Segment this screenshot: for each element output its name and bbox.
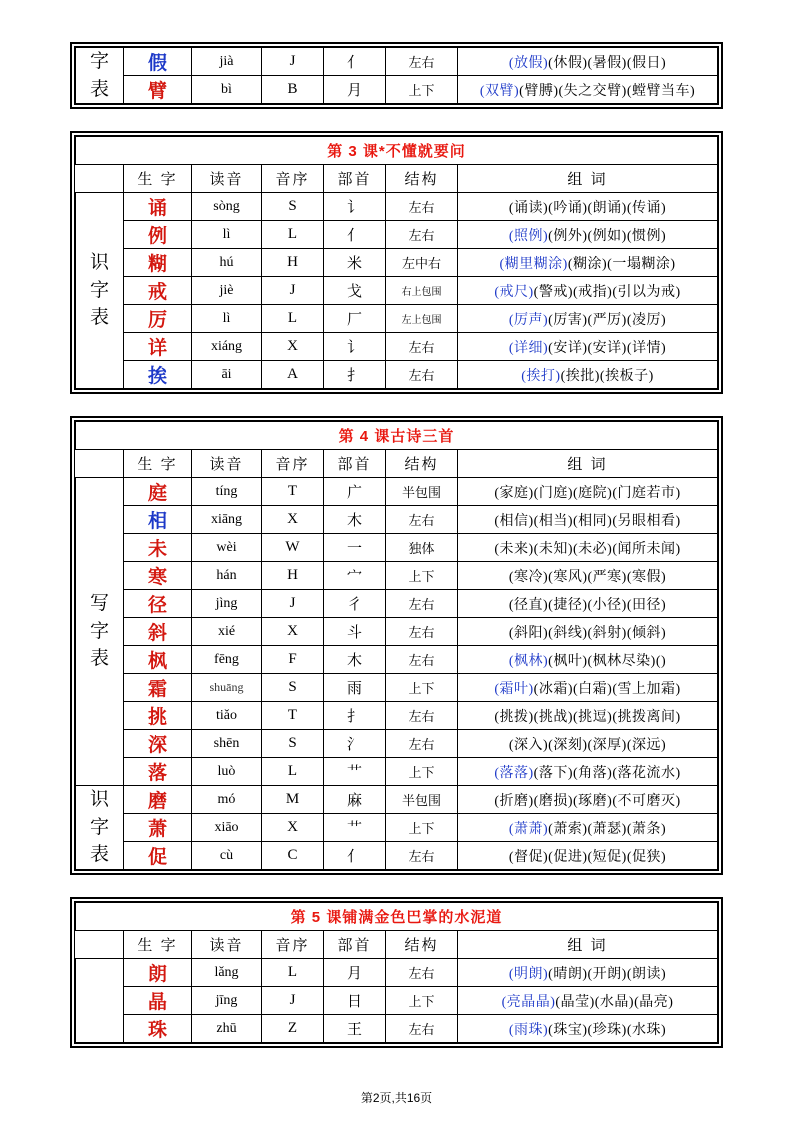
table-row: [76, 478, 718, 506]
cell-words: (家庭)(门庭)(庭院)(门庭若市): [458, 478, 718, 506]
column-header: 读音: [192, 450, 262, 478]
cell-radical: 雨: [324, 674, 386, 702]
cell-character: 朗: [124, 959, 192, 987]
cell-words: (霜叶)(冰霜)(白霜)(雪上加霜): [458, 674, 718, 702]
cell-radical: 讠: [324, 193, 386, 221]
cell-words: (放假)(休假)(暑假)(假日): [458, 48, 718, 76]
table-row: [76, 618, 718, 646]
header-corner-cell: [76, 165, 124, 193]
cell-pinyin: bì: [192, 76, 262, 104]
cell-initial: S: [262, 674, 324, 702]
cell-character: 厉: [124, 305, 192, 333]
cell-initial: H: [262, 249, 324, 277]
lesson-block-inner: [74, 135, 719, 390]
cell-pinyin: jìng: [192, 590, 262, 618]
header-corner-cell: [76, 450, 124, 478]
cell-character: 深: [124, 730, 192, 758]
column-header: 读音: [192, 931, 262, 959]
cell-initial: S: [262, 193, 324, 221]
cell-words: (未来)(未知)(未必)(闻所未闻): [458, 534, 718, 562]
column-header: 结构: [386, 931, 458, 959]
page-footer: 第2页,共16页: [360, 1091, 433, 1105]
table-row: [76, 646, 718, 674]
cell-radical: 木: [324, 646, 386, 674]
cell-initial: W: [262, 534, 324, 562]
cell-pinyin: xiáng: [192, 333, 262, 361]
cell-structure: 左右: [386, 333, 458, 361]
cell-pinyin: fēng: [192, 646, 262, 674]
cell-radical: 一: [324, 534, 386, 562]
cell-structure: 左右: [386, 842, 458, 870]
table-header-row: [76, 165, 718, 193]
table-row: [76, 506, 718, 534]
cell-radical: 月: [324, 959, 386, 987]
cell-pinyin: lǎng: [192, 959, 262, 987]
cell-pinyin: jīng: [192, 987, 262, 1015]
header-corner-cell: [76, 931, 124, 959]
column-header: 组 词: [458, 931, 718, 959]
table-row: [76, 193, 718, 221]
cell-radical: 艹: [324, 758, 386, 786]
cell-initial: L: [262, 758, 324, 786]
cell-character: 臂: [124, 76, 192, 104]
column-header: 音序: [262, 165, 324, 193]
table-row: [76, 814, 718, 842]
cell-radical: 日: [324, 987, 386, 1015]
cell-initial: F: [262, 646, 324, 674]
cell-structure: 独体: [386, 534, 458, 562]
cell-initial: B: [262, 76, 324, 104]
character-table: [75, 902, 718, 1043]
side-label: 字 表: [76, 48, 124, 104]
cell-words: (诵读)(吟诵)(朗诵)(传诵): [458, 193, 718, 221]
cell-structure: 左右: [386, 221, 458, 249]
cell-character: 糊: [124, 249, 192, 277]
cell-initial: L: [262, 221, 324, 249]
table-header-row: [76, 450, 718, 478]
cell-structure: 上下: [386, 76, 458, 104]
cell-words: (挑拨)(挑战)(挑逗)(挑拨离间): [458, 702, 718, 730]
cell-initial: A: [262, 361, 324, 389]
cell-radical: 木: [324, 506, 386, 534]
cell-initial: X: [262, 333, 324, 361]
cell-character: 庭: [124, 478, 192, 506]
cell-character: 枫: [124, 646, 192, 674]
lesson-title-name: 不懂就要问: [385, 143, 466, 161]
lesson-block-inner: [74, 46, 719, 105]
column-header: 结构: [386, 165, 458, 193]
character-table: [75, 47, 718, 104]
cell-initial: T: [262, 702, 324, 730]
cell-pinyin: hán: [192, 562, 262, 590]
side-label: [76, 959, 124, 1043]
column-header: 部首: [324, 450, 386, 478]
cell-pinyin: xié: [192, 618, 262, 646]
column-header: 生 字: [124, 931, 192, 959]
lesson-block: [70, 42, 723, 109]
cell-pinyin: cù: [192, 842, 262, 870]
cell-structure: 左右: [386, 730, 458, 758]
column-header: 音序: [262, 931, 324, 959]
cell-initial: J: [262, 48, 324, 76]
table-row: [76, 48, 718, 76]
lesson-block: [70, 131, 723, 394]
cell-initial: J: [262, 987, 324, 1015]
lesson-block: [70, 897, 723, 1048]
cell-words: (照例)(例外)(例如)(惯例): [458, 221, 718, 249]
side-label-recognize: 识 字 表: [76, 786, 124, 870]
table-row: [76, 76, 718, 104]
cell-structure: 左右: [386, 646, 458, 674]
cell-radical: 麻: [324, 786, 386, 814]
cell-pinyin: xiāo: [192, 814, 262, 842]
cell-initial: X: [262, 814, 324, 842]
table-row: [76, 361, 718, 389]
cell-structure: 右上包围: [386, 277, 458, 305]
cell-words: (相信)(相当)(相同)(另眼相看): [458, 506, 718, 534]
column-header: 音序: [262, 450, 324, 478]
table-row: [76, 590, 718, 618]
table-row: [76, 277, 718, 305]
cell-character: 挑: [124, 702, 192, 730]
table-row: [76, 959, 718, 987]
cell-words: (督促)(促进)(短促)(促狭): [458, 842, 718, 870]
cell-structure: 左右: [386, 1015, 458, 1043]
cell-structure: 半包围: [386, 478, 458, 506]
lesson-blocks-container: [70, 42, 723, 1048]
cell-radical: 讠: [324, 333, 386, 361]
cell-character: 戒: [124, 277, 192, 305]
table-row: [76, 674, 718, 702]
cell-character: 寒: [124, 562, 192, 590]
lesson-title-name: 铺满金色巴掌的水泥道: [342, 909, 503, 927]
lesson-block-inner: [74, 901, 719, 1044]
cell-radical: 扌: [324, 361, 386, 389]
cell-character: 霜: [124, 674, 192, 702]
lesson-title: 第 3 课*: [327, 143, 386, 161]
lesson-title-cell: [76, 903, 718, 931]
cell-words: (折磨)(磨损)(琢磨)(不可磨灭): [458, 786, 718, 814]
column-header: 组 词: [458, 165, 718, 193]
cell-radical: 斗: [324, 618, 386, 646]
cell-words: (深入)(深刻)(深厚)(深远): [458, 730, 718, 758]
cell-pinyin: lì: [192, 221, 262, 249]
cell-character: 相: [124, 506, 192, 534]
cell-structure: 左右: [386, 618, 458, 646]
lesson-title: 第 5 课: [290, 909, 343, 927]
cell-initial: Z: [262, 1015, 324, 1043]
cell-structure: 左右: [386, 48, 458, 76]
cell-structure: 上下: [386, 674, 458, 702]
cell-character: 斜: [124, 618, 192, 646]
cell-pinyin: mó: [192, 786, 262, 814]
cell-radical: 月: [324, 76, 386, 104]
cell-words: (挨打)(挨批)(挨板子): [458, 361, 718, 389]
cell-radical: 亻: [324, 842, 386, 870]
cell-words: (戒尺)(警戒)(戒指)(引以为戒): [458, 277, 718, 305]
table-row: [76, 730, 718, 758]
cell-structure: 左右: [386, 959, 458, 987]
cell-initial: S: [262, 730, 324, 758]
cell-initial: T: [262, 478, 324, 506]
lesson-title-cell: [76, 137, 718, 165]
character-table: [75, 136, 718, 389]
cell-pinyin: luò: [192, 758, 262, 786]
cell-initial: C: [262, 842, 324, 870]
cell-character: 挨: [124, 361, 192, 389]
cell-words: (明朗)(晴朗)(开朗)(朗读): [458, 959, 718, 987]
cell-radical: 宀: [324, 562, 386, 590]
cell-initial: X: [262, 618, 324, 646]
cell-words: (萧萧)(萧索)(萧瑟)(萧条): [458, 814, 718, 842]
column-header: 部首: [324, 931, 386, 959]
lesson-block: [70, 416, 723, 875]
column-header: 生 字: [124, 165, 192, 193]
column-header: 读音: [192, 165, 262, 193]
cell-character: 假: [124, 48, 192, 76]
table-row: [76, 786, 718, 814]
cell-initial: L: [262, 959, 324, 987]
cell-structure: 左右: [386, 702, 458, 730]
cell-character: 详: [124, 333, 192, 361]
cell-words: (斜阳)(斜线)(斜射)(倾斜): [458, 618, 718, 646]
cell-initial: L: [262, 305, 324, 333]
cell-words: (厉声)(厉害)(严厉)(凌厉): [458, 305, 718, 333]
cell-character: 径: [124, 590, 192, 618]
cell-pinyin: āi: [192, 361, 262, 389]
column-header: 结构: [386, 450, 458, 478]
cell-radical: 氵: [324, 730, 386, 758]
side-label: 识 字 表: [76, 193, 124, 389]
lesson-title-name: 古诗三首: [390, 428, 455, 446]
cell-words: (糊里糊涂)(糊涂)(一塌糊涂): [458, 249, 718, 277]
cell-character: 例: [124, 221, 192, 249]
cell-radical: 彳: [324, 590, 386, 618]
cell-words: (详细)(安详)(安详)(详情): [458, 333, 718, 361]
cell-pinyin: shuāng: [192, 674, 262, 702]
lesson-title-cell: [76, 422, 718, 450]
cell-radical: 扌: [324, 702, 386, 730]
cell-radical: 艹: [324, 814, 386, 842]
cell-words: (落落)(落下)(角落)(落花流水): [458, 758, 718, 786]
cell-pinyin: shēn: [192, 730, 262, 758]
cell-radical: 王: [324, 1015, 386, 1043]
table-row: [76, 987, 718, 1015]
cell-structure: 上下: [386, 562, 458, 590]
cell-pinyin: hú: [192, 249, 262, 277]
cell-words: (寒冷)(寒风)(严寒)(寒假): [458, 562, 718, 590]
cell-pinyin: lì: [192, 305, 262, 333]
cell-words: (径直)(捷径)(小径)(田径): [458, 590, 718, 618]
cell-structure: 左右: [386, 506, 458, 534]
column-header: 部首: [324, 165, 386, 193]
cell-words: (双臂)(臂膊)(失之交臂)(螳臂当车): [458, 76, 718, 104]
cell-words: (亮晶晶)(晶莹)(水晶)(晶亮): [458, 987, 718, 1015]
cell-initial: J: [262, 277, 324, 305]
lesson-title: 第 4 课: [338, 428, 391, 446]
cell-pinyin: jià: [192, 48, 262, 76]
table-row: [76, 305, 718, 333]
cell-character: 晶: [124, 987, 192, 1015]
cell-structure: 上下: [386, 758, 458, 786]
side-label-write: 写 字 表: [76, 478, 124, 786]
lesson-block-inner: [74, 420, 719, 871]
table-row: [76, 221, 718, 249]
cell-pinyin: xiāng: [192, 506, 262, 534]
table-row: [76, 534, 718, 562]
table-row: [76, 702, 718, 730]
cell-pinyin: wèi: [192, 534, 262, 562]
cell-character: 诵: [124, 193, 192, 221]
cell-pinyin: tiǎo: [192, 702, 262, 730]
cell-character: 磨: [124, 786, 192, 814]
column-header: 生 字: [124, 450, 192, 478]
cell-radical: 米: [324, 249, 386, 277]
cell-character: 促: [124, 842, 192, 870]
cell-structure: 半包围: [386, 786, 458, 814]
cell-initial: M: [262, 786, 324, 814]
cell-character: 萧: [124, 814, 192, 842]
cell-structure: 左右: [386, 193, 458, 221]
cell-initial: X: [262, 506, 324, 534]
cell-pinyin: tíng: [192, 478, 262, 506]
character-table: [75, 421, 718, 870]
cell-words: (枫林)(枫叶)(枫林尽染)(): [458, 646, 718, 674]
cell-initial: H: [262, 562, 324, 590]
cell-pinyin: sòng: [192, 193, 262, 221]
cell-pinyin: jiè: [192, 277, 262, 305]
table-header-row: [76, 931, 718, 959]
cell-radical: 亻: [324, 48, 386, 76]
cell-structure: 左右: [386, 361, 458, 389]
column-header: 组 词: [458, 450, 718, 478]
cell-structure: 上下: [386, 987, 458, 1015]
cell-words: (雨珠)(珠宝)(珍珠)(水珠): [458, 1015, 718, 1043]
table-row: [76, 758, 718, 786]
cell-character: 未: [124, 534, 192, 562]
table-row: [76, 249, 718, 277]
table-row: [76, 562, 718, 590]
cell-initial: J: [262, 590, 324, 618]
cell-structure: 上下: [386, 814, 458, 842]
cell-structure: 左上包围: [386, 305, 458, 333]
table-row: [76, 333, 718, 361]
cell-radical: 戈: [324, 277, 386, 305]
cell-pinyin: zhū: [192, 1015, 262, 1043]
cell-structure: 左中右: [386, 249, 458, 277]
cell-character: 珠: [124, 1015, 192, 1043]
cell-radical: 厂: [324, 305, 386, 333]
table-row: [76, 1015, 718, 1043]
table-row: [76, 842, 718, 870]
cell-radical: 广: [324, 478, 386, 506]
cell-radical: 亻: [324, 221, 386, 249]
cell-character: 落: [124, 758, 192, 786]
cell-structure: 左右: [386, 590, 458, 618]
